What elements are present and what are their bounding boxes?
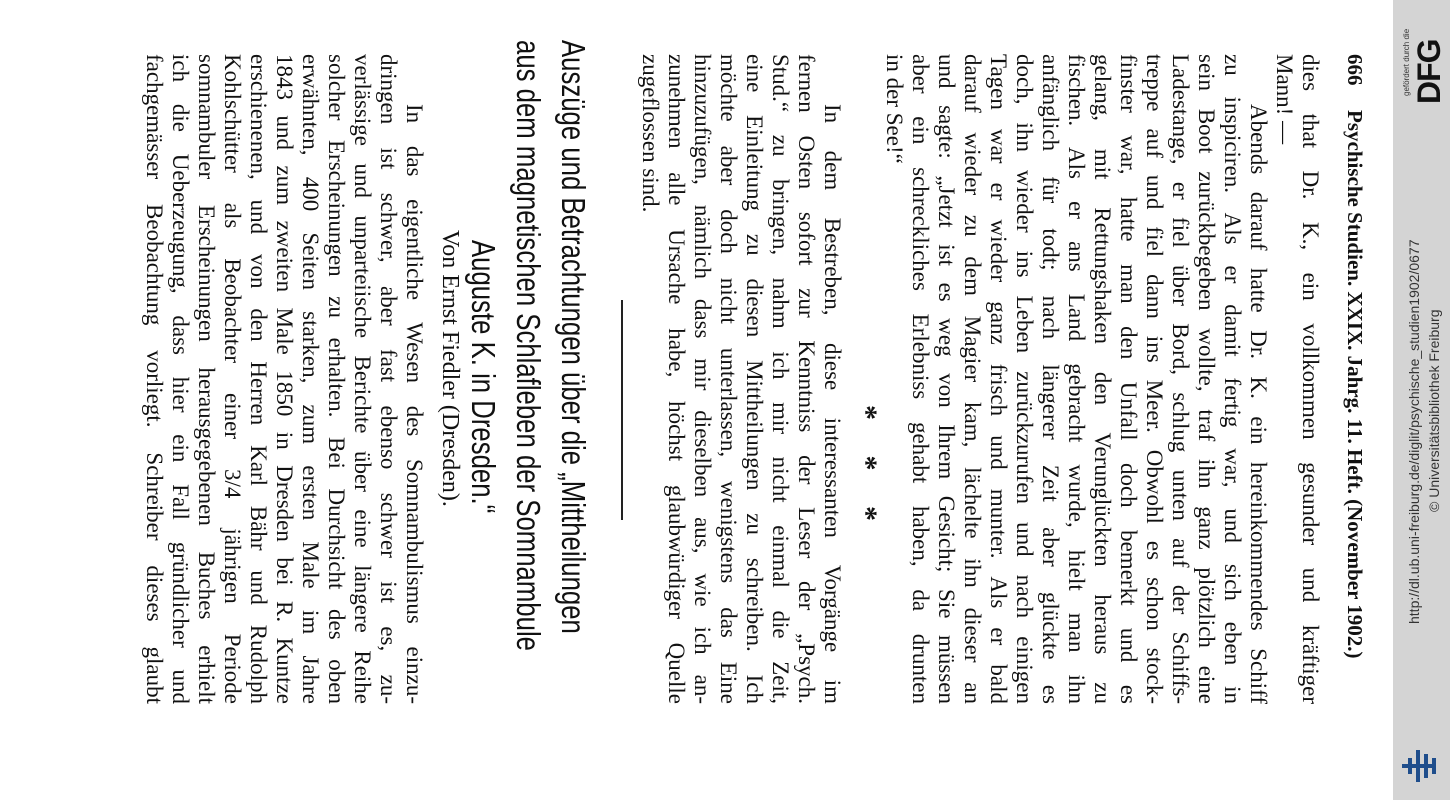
text-line: zugeflossen sind. bbox=[638, 54, 663, 213]
text-line: dringen ist schwer, aber fast ebenso schwer ist es, zu- bbox=[376, 54, 401, 704]
text-line: somnambuler Erscheinungen herausgegebenen Buches erhielt bbox=[194, 54, 219, 704]
university-freiburg-logo bbox=[1396, 744, 1446, 788]
logo-bar bbox=[1432, 758, 1436, 774]
running-title: Psychische Studien. XXIX. Jahrg. 11. Heft. (November 1902.) bbox=[1343, 110, 1367, 659]
text-line: in der See!“ bbox=[882, 54, 907, 164]
text-line: aber ein schreckliches Erlebniss gehabt haben, da drunten bbox=[908, 54, 933, 704]
text-line: Stud.“ zu bringen, nahm ich mir nicht einmal die Zeit, bbox=[768, 54, 793, 704]
text-line: Tagen war er wieder ganz frisch und munter. Als er bald bbox=[986, 54, 1011, 704]
text-line: möchte aber doch nicht unterlassen, wenigstens das Eine bbox=[716, 54, 741, 704]
text-line: eine Einleitung zu diesen Mittheilungen zu schreiben. Ich bbox=[742, 54, 767, 704]
text-line: solcher Erscheinungen zu erhalten. Bei Durchsicht des oben bbox=[324, 54, 349, 704]
text-line: fischen. Als er ans Land gebracht wurde, hielt man ihn bbox=[1064, 54, 1089, 704]
text-line: In das eigentliche Wesen des Somnambulismus einzu- bbox=[402, 104, 427, 704]
text-line: dies that Dr. K., ein vollkommen gesunder und kräftiger bbox=[1298, 54, 1323, 704]
page-number: 666 bbox=[1343, 54, 1367, 86]
dfg-logo-text: DFG bbox=[1411, 39, 1447, 104]
text-line: zunehmen alle Ursache habe, höchst glaubwürdiger Quelle bbox=[664, 54, 689, 704]
text-line: Kohlschütter als Beobachter einer 3/4 jährigen Periode bbox=[220, 54, 245, 704]
dfg-logo bbox=[1409, 16, 1447, 126]
logo-bar bbox=[1408, 758, 1412, 774]
logo-bar bbox=[1416, 750, 1420, 782]
text-line: erschienenen, und von den Herren Karl Bähr und Rudolph bbox=[246, 54, 271, 704]
text-line: darauf wieder zu dem Magier kam, lächelte ihn dieser an bbox=[960, 54, 985, 704]
article-title-line: Auguste K. in Dresden.“ bbox=[465, 240, 502, 514]
byline: Von Ernst Fiedler (Dresden). bbox=[437, 230, 463, 507]
section-break-stars: * * * bbox=[850, 405, 883, 535]
logo-bar bbox=[1424, 754, 1428, 778]
source-url[interactable]: http://dl.ub.uni-freiburg.de/diglit/psychische_studien1902/0677 bbox=[1406, 239, 1422, 624]
text-line: In dem Bestreben, diese interessanten Vorgänge im bbox=[820, 104, 845, 704]
text-line: zu inspiciren. Als er damit fertig war, und sich eben in bbox=[1220, 54, 1245, 704]
text-line: Mann! — bbox=[1272, 54, 1297, 145]
text-line: doch, ihn wieder ins Leben zurückzurufen und nach einigen bbox=[1012, 54, 1037, 704]
text-line: 1843 und zum zweiten Male 1850 in Dresden bei R. Kuntze bbox=[272, 54, 297, 704]
dfg-caption: gefördert durch die bbox=[1402, 28, 1411, 96]
text-line: fernen Osten sofort zur Kenntniss der Leser der „Psych. bbox=[794, 54, 819, 704]
text-line: sein Boot zurückbegeben wollte, traf ihn ganz plötzlich eine bbox=[1194, 54, 1219, 704]
article-title-line: Auszüge und Betrachtungen über die „Mittheilungen bbox=[555, 40, 592, 634]
text-line: anfänglich für todt; nach längerer Zeit aber glückte es bbox=[1038, 54, 1063, 704]
article-title-line: aus dem magnetischen Schlafleben der Somnambule bbox=[510, 40, 547, 651]
text-line: finster war, hatte man den Unfall doch bemerkt und es bbox=[1116, 54, 1141, 704]
text-line: fachgemässer Beobachtung vorliegt. Schreiber dieses glaubt bbox=[142, 54, 167, 704]
separator-rule bbox=[621, 300, 623, 520]
text-line: ich die Ueberzeugung, dass hier ein Fall gründlicher und bbox=[168, 54, 193, 704]
text-line: verlässige und unparteiische Berichte über eine längere Reihe bbox=[350, 54, 375, 704]
text-line: treppe auf und fiel dann ins Meer. Obwohl es schon stock- bbox=[1142, 54, 1167, 704]
copyright-notice: © Universitätsbibliothek Freiburg bbox=[1426, 309, 1442, 512]
text-line: gelang, mit Rettungshaken den Verunglückten heraus zu bbox=[1090, 54, 1115, 704]
text-line: erwähnten, 400 Seiten starken, zum ersten Male im Jahre bbox=[298, 54, 323, 704]
text-line: Ladestange, er fiel über Bord, schlug unten auf der Schiffs- bbox=[1168, 54, 1193, 704]
text-line: Abends darauf hatte Dr. K. ein hereinkommendes Schiff bbox=[1246, 104, 1271, 704]
text-line: hinzuzufügen, nämlich dass mir dieselben aus, wie ich an- bbox=[690, 54, 715, 704]
text-line: und sagte: „Jetzt ist es weg von Ihrem Gesicht; Sie müssen bbox=[934, 54, 959, 704]
